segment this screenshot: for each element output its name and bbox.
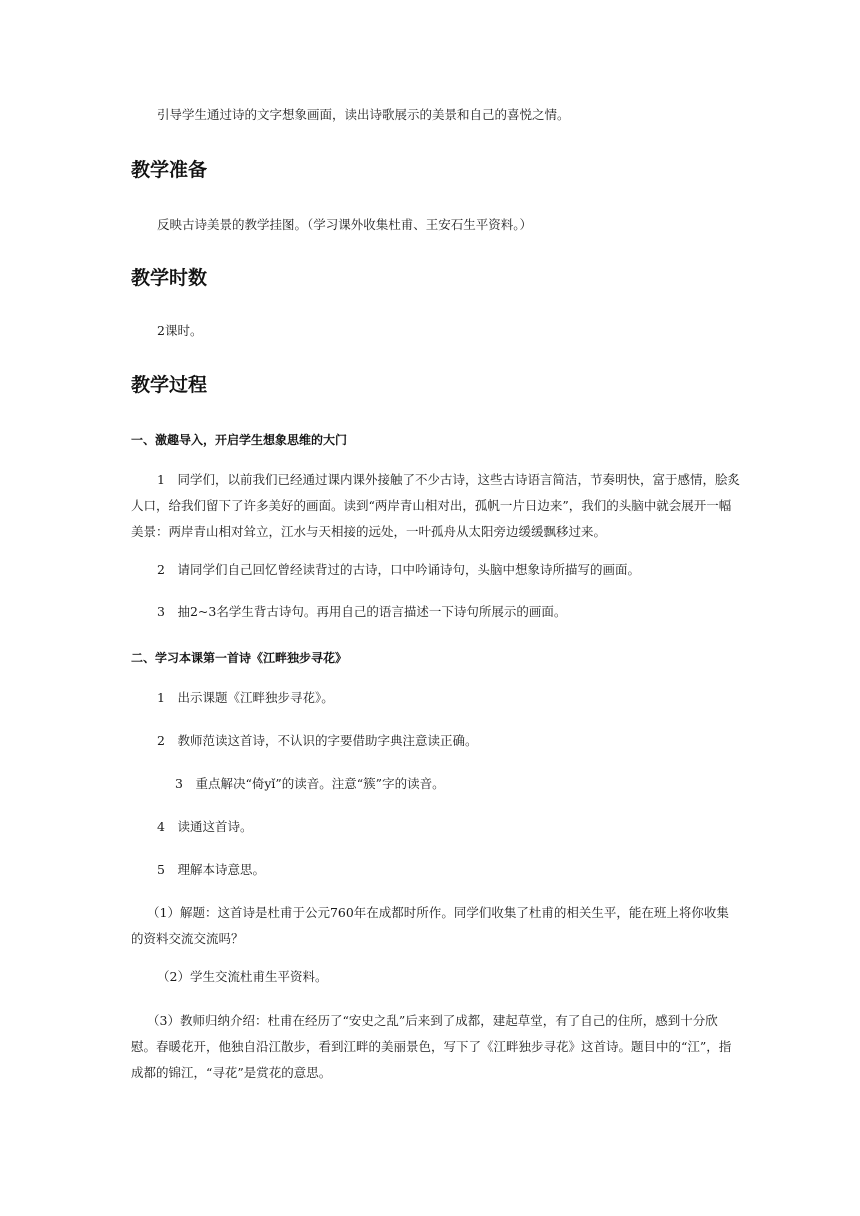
part2-step-5-2: （2）学生交流杜甫生平资料。: [157, 969, 328, 984]
part2-step-5-3: （3）教师归纳介绍：杜甫在经历了“安史之乱”后来到了成都，建起草堂，有了自己的住所，感到十分欣慰。春暖花开，他独自沿江散步，看到江畔的美丽景色，写下了《江畔独步寻花》这首诗。题目中的“江”，指成都的锦江，“寻花”是赏花的意思。: [131, 1013, 732, 1080]
part1-step-3: 3 抽2~3名学生背古诗句。再用自己的语言描述一下诗句所展示的画面。: [157, 604, 567, 619]
part1-step-1: 1 同学们，以前我们已经通过课内课外接触了不少古诗，这些古诗语言简洁，节奏明快，富于感情，脍炙人口，给我们留下了许多美好的画面。读到“两岸青山相对出，孤帆一片日边来”，我们的头脑中就会展开一幅美景：两岸青山相对耸立，江水与天相接的远处，一叶孤舟从太阳旁边缓缓飘移过来。: [131, 472, 740, 539]
part2-title: 二、学习本课第一首诗《江畔独步寻花》: [131, 651, 348, 665]
section-heading-prep: 教学准备: [131, 159, 208, 181]
part2-step-1: 1 出示课题《江畔独步寻花》。: [157, 690, 334, 705]
part2-step-2: 2 教师范读这首诗，不认识的字要借助字典注意读正确。: [157, 733, 478, 748]
part2-step-4: 4 读通这首诗。: [157, 819, 253, 834]
teaching-goal-paragraph: 引导学生通过诗的文字想象画面，读出诗歌展示的美景和自己的喜悦之情。: [157, 107, 570, 122]
section-heading-hours: 教学时数: [131, 267, 208, 289]
part2-step-5: 5 理解本诗意思。: [157, 862, 265, 877]
part2-step-3: 3 重点解决“倚yǐ”的读音。注意“簇”字的读音。: [175, 776, 445, 791]
hours-paragraph: 2课时。: [157, 323, 203, 338]
part1-step-2: 2 请同学们自己回忆曾经读背过的古诗，口中吟诵诗句，头脑中想象诗所描写的画面。: [157, 562, 640, 577]
prep-paragraph: 反映古诗美景的教学挂图。（学习课外收集杜甫、王安石生平资料。）: [157, 217, 533, 232]
section-heading-process: 教学过程: [131, 374, 208, 396]
part2-step-5-1: （1）解题：这首诗是杜甫于公元760年在成都时所作。同学们收集了杜甫的相关生平，能在班上将你收集的资料交流交流吗？: [131, 905, 729, 946]
part1-title: 一、激趣导入，开启学生想象思维的大门: [131, 433, 348, 447]
